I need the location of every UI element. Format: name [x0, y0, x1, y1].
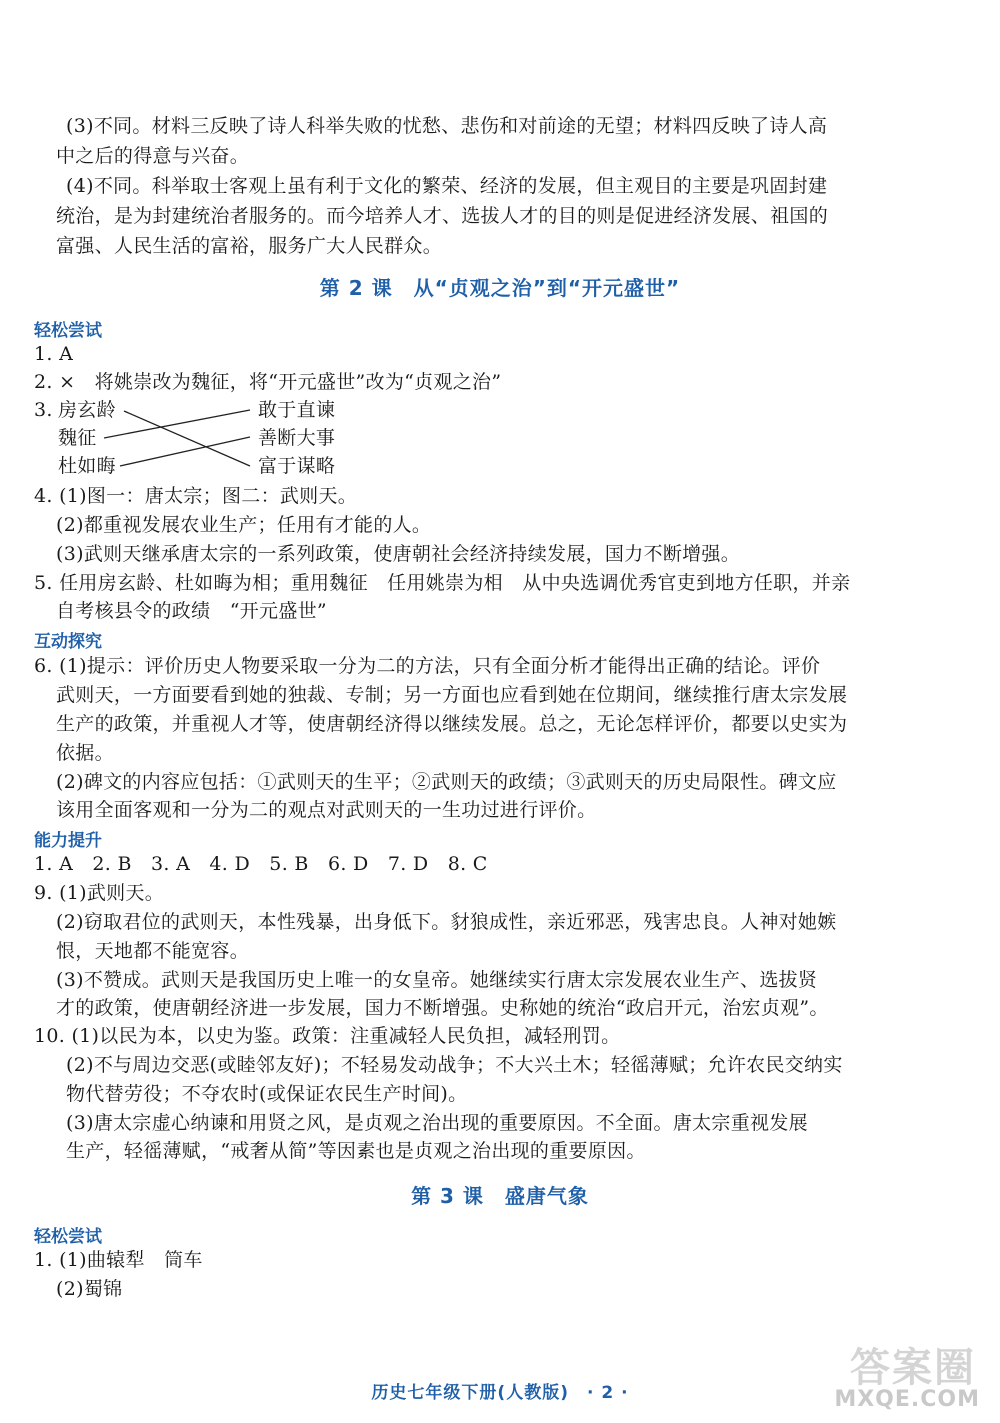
answer-line: 武则天，一方面要看到她的独裁、专制；另一方面也应看到她在位期间，继续推行唐太宗发展	[56, 684, 848, 706]
lesson-title: 第 3 课 盛唐气象	[411, 1184, 589, 1208]
answer-line: 1. (1)曲辕犁 筒车	[34, 1249, 203, 1271]
watermark	[820, 1336, 990, 1416]
watermark-logo: 答案圈	[850, 1345, 976, 1391]
match-line	[124, 411, 250, 466]
answer-line: 10. (1)以民为本，以史为鉴。政策：注重减轻人民负担，减轻刑罚。	[34, 1025, 621, 1047]
match-right-item: 富于谋略	[258, 455, 336, 477]
answer-line: 生产，轻徭薄赋，“戒奢从简”等因素也是贞观之治出现的重要原因。	[66, 1140, 646, 1162]
lesson-title: 第 2 课 从“贞观之治”到“开元盛世”	[319, 276, 681, 300]
answer-line: (2)碑文的内容应包括：①武则天的生平；②武则天的政绩；③武则天的历史局限性。碑文应	[56, 771, 837, 793]
match-left-item: 杜如晦	[58, 455, 116, 477]
answer-line: 该用全面客观和一分为二的观点对武则天的一生功过进行评价。	[56, 799, 597, 821]
answer-line: 生产的政策，并重视人才等，使唐朝经济得以继续发展。总之，无论怎样评价，都要以史实为	[56, 713, 848, 735]
watermark-url: MXQE.COM	[834, 1387, 980, 1412]
answer-line: (2)窃取君位的武则天，本性残暴，出身低下。豺狼成性，亲近邪恶，残害忠良。人神对她嫉	[56, 911, 837, 933]
answer-line: 自考核县令的政绩 “开元盛世”	[56, 600, 327, 622]
match-right-item: 敢于直谏	[258, 399, 336, 421]
answer-line: (2)蜀锦	[56, 1278, 123, 1300]
text-line: (3)不同。材料三反映了诗人科举失败的忧愁、悲伤和对前途的无望；材料四反映了诗人高	[66, 115, 828, 137]
answer-line: 1. A 2. B 3. A 4. D 5. B 6. D 7. D 8. C	[34, 853, 488, 875]
section-heading: 轻松尝试	[34, 1227, 102, 1247]
answer-line: 5. 任用房玄龄、杜如晦为相；重用魏征 任用姚崇为相 从中央选调优秀官吏到地方任职，并亲	[34, 572, 851, 594]
answer-line: 依据。	[56, 742, 114, 764]
section-heading: 互动探究	[34, 632, 102, 652]
answer-line: (2)不与周边交恶(或睦邻友好)；不轻易发动战争；不大兴土木；轻徭薄赋；允许农民交纳实	[66, 1054, 843, 1076]
answer-line: (3)武则天继承唐太宗的一系列政策，使唐朝社会经济持续发展，国力不断增强。	[56, 543, 741, 565]
text-line: 统治，是为封建统治者服务的。而今培养人才、选拔人才的目的则是促进经济发展、祖国的	[56, 205, 829, 227]
answer-line: 4. (1)图一：唐太宗；图二：武则天。	[34, 485, 358, 507]
answer-line: 恨，天地都不能宽容。	[56, 940, 250, 962]
answer-line: (3)不赞成。武则天是我国历史上唯一的女皇帝。她继续实行唐太宗发展农业生产、选拔贤	[56, 969, 818, 991]
section-heading: 能力提升	[34, 831, 102, 851]
page-footer: 历史七年级下册(人教版) · 2 ·	[371, 1383, 629, 1403]
answer-line: 2. × 将姚崇改为魏征，将“开元盛世”改为“贞观之治”	[34, 371, 502, 393]
match-line	[120, 437, 250, 466]
text-line: (4)不同。科举取士客观上虽有利于文化的繁荣、经济的发展，但主观目的主要是巩固封建	[66, 175, 828, 197]
answer-line: (2)都重视发展农业生产；任用有才能的人。	[56, 514, 432, 536]
answer-line: 6. (1)提示：评价历史人物要采取一分为二的方法，只有全面分析才能得出正确的结论。评价	[34, 655, 821, 677]
match-left-item: 魏征	[58, 427, 97, 449]
match-number: 3.	[34, 399, 53, 421]
answer-line: 才的政策，使唐朝经济进一步发展，国力不断增强。史称她的统治“政启开元，治宏贞观”。	[56, 997, 829, 1019]
answer-line: 9. (1)武则天。	[34, 882, 165, 904]
answer-line: (3)唐太宗虚心纳谏和用贤之风，是贞观之治出现的重要原因。不全面。唐太宗重视发展	[66, 1112, 808, 1134]
answer-line: 物代替劳役；不夺农时(或保证农民生产时间)。	[66, 1083, 468, 1105]
text-line: 中之后的得意与兴奋。	[56, 145, 250, 167]
answer-line: 1. A	[34, 343, 74, 365]
match-right-item: 善断大事	[258, 427, 336, 449]
match-left-item: 房玄龄	[58, 399, 116, 421]
text-line: 富强、人民生活的富裕，服务广大人民群众。	[56, 235, 443, 257]
section-heading: 轻松尝试	[34, 321, 102, 341]
